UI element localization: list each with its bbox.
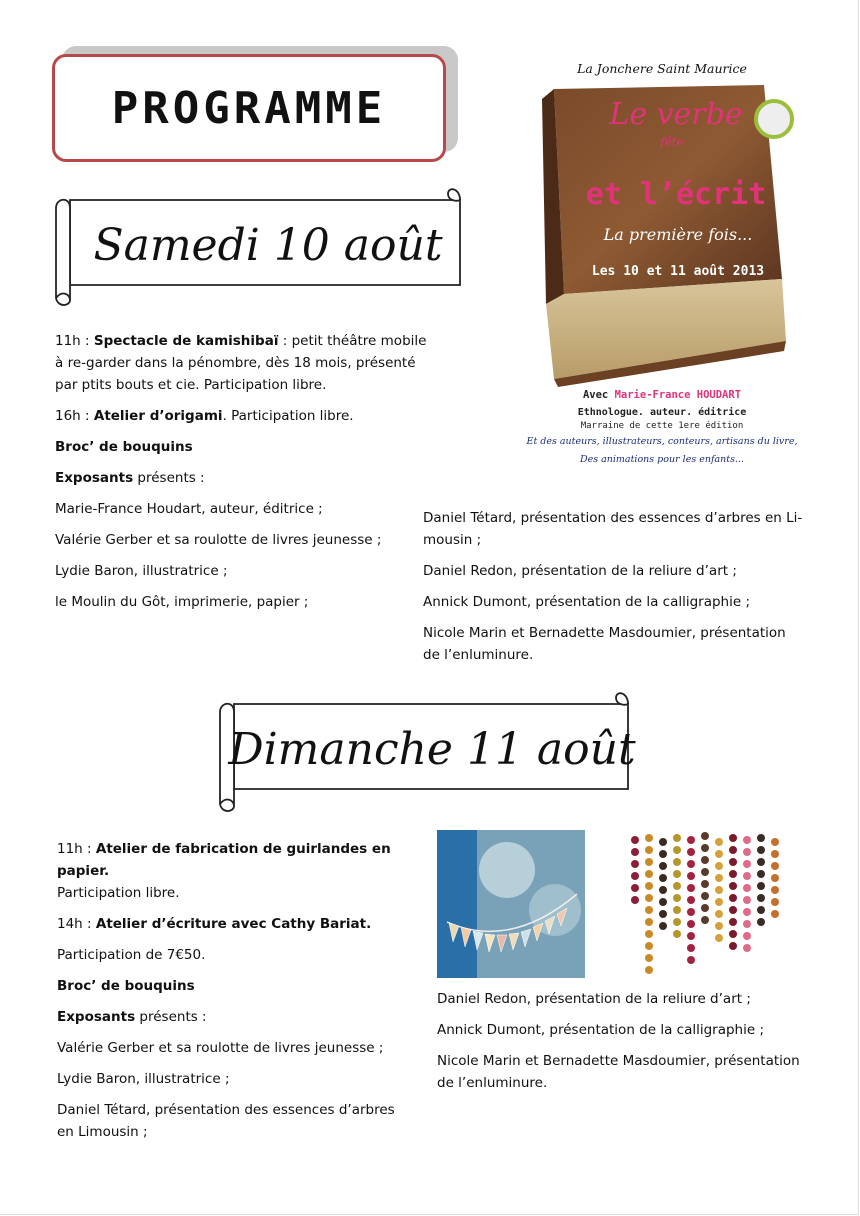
programme-title: PROGRAMME: [111, 82, 387, 134]
saturday-exposants: Exposants présents :: [55, 470, 205, 486]
saturday-exhibitor: Daniel Tétard, présentation des essences d’arbres en Li-mousin ;: [423, 510, 803, 548]
sunday-exhibitor: Annick Dumont, présentation de la calligraphie ;: [437, 1022, 765, 1038]
saturday-exhibitor: Annick Dumont, présentation de la calligraphie ;: [423, 594, 751, 610]
sunday-exhibitor: Valérie Gerber et sa roulotte de livres jeunesse ;: [57, 1040, 384, 1056]
saturday-exhibitor: Valérie Gerber et sa roulotte de livres jeunesse ;: [55, 532, 382, 548]
poster-marraine: Marraine de cette 1ere édition: [580, 421, 744, 431]
saturday-broc: Broc’ de bouquins: [55, 439, 193, 455]
saturday-exhibitor: Daniel Redon, présentation de la reliure d’art ;: [423, 563, 737, 579]
saturday-exhibitors-right: [423, 507, 803, 675]
sunday-events: [57, 838, 407, 1152]
poster-hand-2: Des animations pour les enfants...: [579, 454, 745, 465]
sunday-exhibitor: Nicole Marin et Bernadette Masdoumier, présentation de l’enluminure.: [437, 1053, 800, 1091]
sunday-exhibitor: Daniel Redon, présentation de la reliure d’art ;: [437, 991, 751, 1007]
event-poster: [514, 55, 810, 470]
saturday-exhibitor: Nicole Marin et Bernadette Masdoumier, présentation de l’enluminure.: [423, 625, 786, 663]
saturday-events: [55, 330, 430, 622]
saturday-exhibitor: Marie-France Houdart, auteur, éditrice ;: [55, 501, 323, 517]
saturday-exhibitor: Lydie Baron, illustratrice ;: [55, 563, 228, 579]
poster-hand-1: Et des auteurs, illustrateurs, conteurs, artisans du livre,: [526, 436, 798, 447]
sunday-event-2: 14h : Atelier d’écriture avec Cathy Bariat.: [57, 916, 372, 932]
saturday-banner: [48, 180, 468, 315]
sunday-broc: Broc’ de bouquins: [57, 978, 195, 994]
sunday-banner: [212, 684, 637, 819]
programme-box: [52, 54, 446, 162]
bunting-photo: [437, 830, 585, 978]
saturday-event-1: 11h : Spectacle de kamishibaï : petit théâtre mobile à re-garder dans la pénombre, dès 18 mois, présenté par ptits bouts et cie. Participation libre.: [55, 333, 427, 393]
poster-dates: Les 10 et 11 août 2013: [591, 264, 765, 279]
sunday-exposants: Exposants présents :: [57, 1009, 207, 1025]
saturday-exhibitor: le Moulin du Gôt, imprimerie, papier ;: [55, 594, 309, 610]
sunday-event-1: 11h : Atelier de fabrication de guirlandes en papier. Participation libre.: [57, 841, 391, 901]
poster-subtitle: La première fois...: [603, 225, 753, 244]
saturday-event-2: 16h : Atelier d’origami. Participation libre.: [55, 408, 354, 424]
poster-fete: fête: [660, 135, 684, 149]
sunday-exhibitor: Daniel Tétard, présentation des essences d’arbres en Limousin ;: [57, 1102, 395, 1140]
saturday-banner-text: Samedi 10 août: [93, 220, 443, 271]
poster-guest-role: Ethnologue. auteur. éditrice: [577, 407, 747, 418]
garland-photo: [627, 830, 783, 978]
sunday-exhibitors-right: [437, 988, 807, 1103]
poster-guest-line: Avec Marie-France HOUDART: [582, 389, 742, 401]
poster-town: La Jonchere Saint Maurice: [577, 61, 747, 76]
poster-title-1: Le verbe: [609, 97, 743, 132]
sunday-banner-text: Dimanche 11 août: [228, 724, 636, 775]
sunday-event-2-price: Participation de 7€50.: [57, 947, 206, 963]
poster-title-2: et l’écrit: [585, 177, 767, 212]
sunday-exhibitor: Lydie Baron, illustratrice ;: [57, 1071, 230, 1087]
